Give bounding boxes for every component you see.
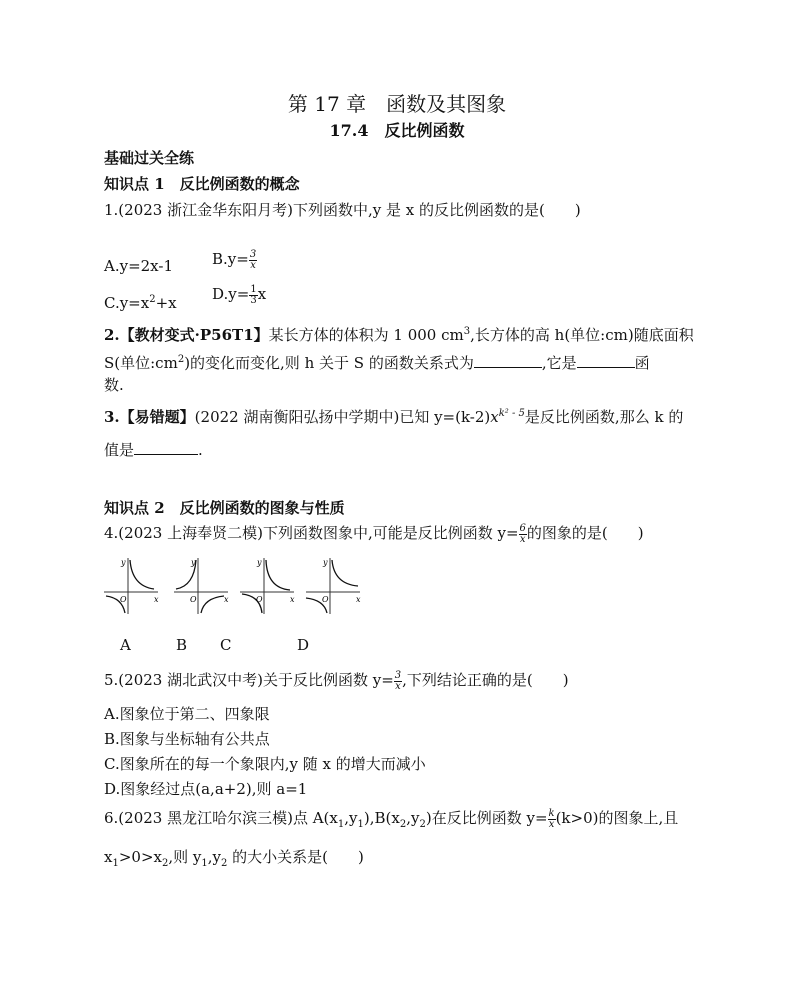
origin-label: O [120,595,127,604]
knowledge-point-1: 知识点 1 反比例函数的概念 [104,175,300,193]
axis-x-label: x [224,595,229,604]
question-6-line-2: $x_1>0>x_2$,则 $y_1,y_2$ 的大小关系是( ) [104,848,364,869]
question-5-stem: 5.(2023 湖北武汉中考)关于反比例函数 y= $\frac{3}{x}$ ,下列结论正确的是( ) [104,669,569,692]
knowledge-point-2: 知识点 2 反比例函数的图象与性质 [104,499,345,517]
axis-x-label: x [290,595,295,604]
origin-label: O [256,595,263,604]
graph-label-c: C [220,636,232,654]
section-title: 17.4 反比例函数 [329,121,465,140]
q1-option-b: B.y= $\frac{3}{x}$ [212,248,257,271]
q1-option-a: A.y=2x-1 [104,257,173,275]
q5-option-a: A.图象位于第二、四象限 [104,705,270,723]
graph-label-a: A [120,636,131,654]
chapter-title: 第 17 章 函数及其图象 [287,92,507,116]
q5-option-d: D.图象经过点(a,a+2),则 a=1 [104,780,308,798]
question-1-stem: 1.(2023 浙江金华东阳月考)下列函数中,y 是 x 的反比例函数的是( ) [104,201,581,219]
question-3-line-1: 3.【易错题】(2022 湖南衡阳弘扬中学期中)已知 $y=(k-2)x^{k^2 - 5}$是反比例函数,那么 k 的 [104,408,684,426]
q5-option-c: C.图象所在的每一个象限内,y 随 x 的增大而减小 [104,755,426,773]
origin-label: O [190,595,197,604]
axis-y-label: y [121,558,126,567]
graph-d [304,556,364,616]
axis-y-label: y [191,558,196,567]
q1-option-c: $C.y=x^2+x$ [104,294,177,312]
answer-blank[interactable] [474,353,542,368]
question-3-line-2: 值是 . [104,441,203,459]
q5-option-b: B.图象与坐标轴有公共点 [104,730,270,748]
axis-y-label: y [323,558,328,567]
q1-option-d: D.y= $\frac{1}{3}$ x [212,283,267,306]
answer-blank[interactable] [134,440,198,455]
graph-label-b: B [176,636,188,654]
part-title: 基础过关全练 [104,149,195,167]
graph-a [102,556,162,616]
answer-blank[interactable] [577,353,635,368]
question-4-stem: 4.(2023 上海奉贤二模)下列函数图象中,可能是反比例函数 y= $\frac{6}{x}$ 的图象的是( ) [104,522,644,545]
question-2-line-1: 2.【教材变式·P56T1】某长方体的体积为 1 000 $cm^3$,长方体的高 h(单位:cm)随底面积 [104,326,694,344]
question-6-line-1: 6.(2023 黑龙江哈尔滨三模)点 $A(x_1,y_1),B(x_2,y_2)$在反比例函数 y= $\frac{k}{x}$ (k>0)的图象上,且 [104,807,679,830]
origin-label: O [322,595,329,604]
question-2-line-3: 数. [104,376,124,394]
question-2-line-2: S(单位$:cm^2$)的变化而变化,则 h 关于 S 的函数关系式为 ,它是 函 [104,354,650,372]
graph-b [172,556,232,616]
axis-x-label: x [356,595,361,604]
axis-x-label: x [154,595,159,604]
graph-label-d: D [297,636,310,654]
graph-c [238,556,298,616]
axis-y-label: y [257,558,262,567]
